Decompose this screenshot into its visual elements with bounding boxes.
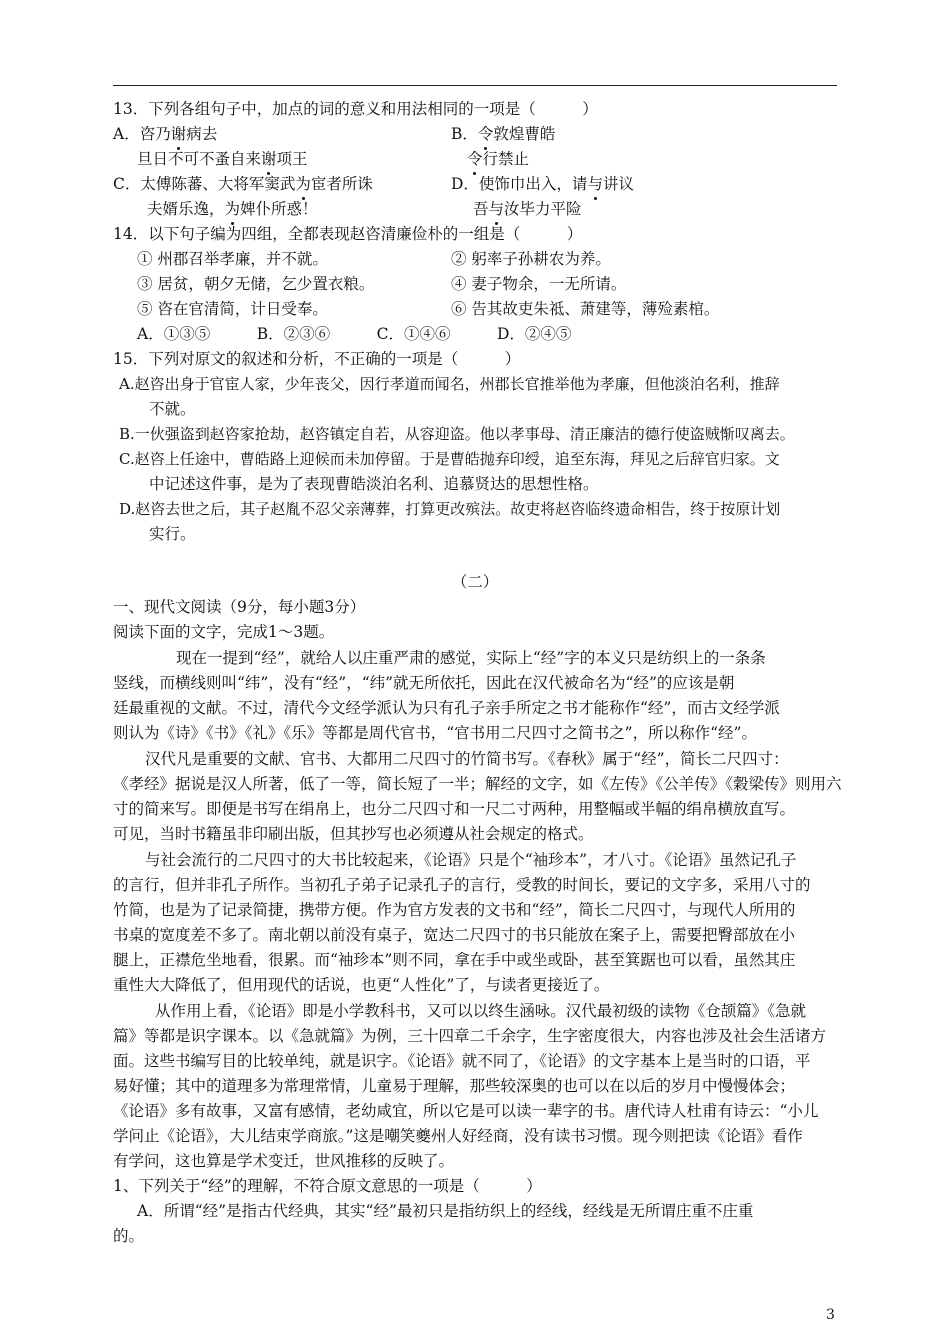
q14-sentence-6: ⑥ 告其故吏朱祗、萧建等，薄殓素棺。 <box>451 300 720 318</box>
passage-line: 现在一提到“经”，就给人以庄重严肃的感觉，实际上“经”字的本义只是纺织上的一条条 <box>176 649 766 667</box>
passage-line: 竹简，也是为了记录简捷，携带方便。作为官方发表的文书和“经”，简长二尺四寸，与现代人所用的 <box>113 901 796 919</box>
q15-option-c-line1: C.赵咨上任途中，曹皓路上迎候而未加停留。于是曹皓抛弃印绶，追至东海，拜见之后辞官归家。文 <box>119 450 780 468</box>
q13-option-d-line2: 吾与汝毕力平险 <box>473 200 582 218</box>
emphasis-dot: 谢 <box>170 125 187 143</box>
passage-line: 的言行，但并非孔子所作。当初孔子弟子记录孔子的言行，受教的时间长，要记的文字多，采用八寸的 <box>113 876 811 894</box>
q15-option-a-line1: A.赵咨出身于官宦人家，少年丧父，因行孝道而闻名，州郡长官推举他为孝廉，但他淡泊名利，推辞 <box>119 375 780 393</box>
q13-option-a-line1: A．咨乃谢病去 <box>113 125 218 143</box>
passage-line: 竖线，而横线则叫“纬”，没有“经”，“纬”就无所依托，因此在汉代被命名为“经”的应该是朝 <box>113 674 735 692</box>
passage-line: 廷最重视的文献。不过，清代今文经学派认为只有孔子亲手所定之书才能称作“经”，而古文经学派 <box>113 699 780 717</box>
section-heading: （二） <box>451 573 499 591</box>
q1-option-a-line1: A．所谓“经”是指古代经典，其实“经”最初只是指纺织上的经线，经线是无所谓庄重不庄重 <box>137 1202 754 1220</box>
q13-option-b-line1: B．令敦煌曹皓 <box>451 125 556 143</box>
q13-option-c-line2: 夫婿乐逸，为婢仆所惑！ <box>147 200 318 218</box>
emphasis-dot: 为 <box>295 175 311 193</box>
emphasis-dot: 为 <box>224 200 241 218</box>
q15-stem: 15．下列对原文的叙述和分析，不正确的一项是（ ） <box>113 350 521 368</box>
passage-line: 书桌的宽度差不多了。南北朝以前没有桌子，宽达二尺四寸的书只能放在案子上，需要把臀部放在小 <box>113 926 796 944</box>
q15-option-d-line2: 实行。 <box>149 525 196 543</box>
q13-stem: 13．下列各组句子中，加点的词的意义和用法相同的一项是（ ） <box>113 100 598 118</box>
q14-sentence-2: ② 躬率子孙耕农为养。 <box>451 250 611 268</box>
emphasis-dot: 令 <box>477 125 494 143</box>
q1-stem: 1、下列关于“经”的理解，不符合原文意思的一项是（ ） <box>113 1177 542 1195</box>
passage-line: 篇》等都是识字课本。以《急就篇》为例，三十四章二千余字，生字密度很大，内容也涉及社会生活诸方 <box>113 1027 827 1045</box>
q14-choices: A．①③⑤ B．②③⑥ C．①④⑥ D．②④⑤ <box>137 325 572 343</box>
passage-line: 腿上，正襟危坐地看，很累。而“袖珍本”则不同，拿在手中或坐或卧，甚至箕踞也可以看，虽然其庄 <box>113 951 796 969</box>
q1-option-a-line2: 的。 <box>113 1227 145 1245</box>
passage-line: 《论语》多有故事，又富有感情，老幼咸宜，所以它是可以读一辈字的书。唐代诗人杜甫有诗云：“小儿 <box>113 1102 819 1120</box>
passage-line: 有学问，这也算是学术变迁，世风推移的反映了。 <box>113 1152 455 1170</box>
passage-line: 与社会流行的二尺四寸的大书比较起来，《论语》只是个“袖珍本”，才八寸。《论语》虽然记孔子 <box>145 851 797 869</box>
q15-option-c-line2: 中记述这件事，是为了表现曹皓淡泊名利、追慕贤达的思想性格。 <box>149 475 599 493</box>
q14-sentence-4: ④ 妻子物余，一无所请。 <box>451 275 627 293</box>
q14-sentence-1: ① 州郡召举孝廉，并不就。 <box>137 250 328 268</box>
q15-option-d-line1: D.赵咨去世之后，其子赵胤不忍父亲薄葬，打算更改殡法。故吏将赵咨临终遗命相告，终于按原计划 <box>119 500 781 518</box>
q14-stem: 14．以下句子编为四组，全都表现赵咨清廉俭朴的一组是（ ） <box>113 225 583 243</box>
q13-option-b-line2: 令行禁止 <box>467 150 530 168</box>
page-number: 3 <box>826 1307 835 1323</box>
q15-option-a-line2: 不就。 <box>149 400 196 418</box>
part-heading: 一、现代文阅读（9分，每小题3分） <box>113 598 366 616</box>
emphasis-dot: 与 <box>488 200 505 218</box>
passage-line: 《孝经》据说是汉人所著，低了一等，简长短了一半；解经的文字，如《左传》《公羊传》《穀梁传》则用六 <box>113 775 842 793</box>
passage-line: 从作用上看，《论语》即是小学教科书，又可以以终生涵咏。汉代最初级的读物《仓颉篇》《急就 <box>155 1002 807 1020</box>
passage-line: 重性大大降低了，但用现代的话说，也更“人性化”了，与读者更接近了。 <box>113 976 610 994</box>
q13-option-a-line2: 旦日不可不蚤自来谢项王 <box>137 150 308 168</box>
passage-line: 汉代凡是重要的文献、官书、大都用二尺四寸的竹简书写。《春秋》属于“经”，简长二尺四寸： <box>145 750 789 768</box>
q14-sentence-3: ③ 居贫，朝夕无储，乞少置衣粮。 <box>137 275 375 293</box>
passage-line: 易好懂；其中的道理多为常理常情，儿童易于理解，那些较深奥的也可以在以后的岁月中慢慢体会； <box>113 1077 796 1095</box>
header-rule <box>113 85 837 86</box>
q13-option-d-line1: D．使饰巾出入，请与讲议 <box>451 175 634 193</box>
passage-line: 则认为《诗》《书》《礼》《乐》等都是周代官书，“官书用二尺四寸之简书之”，所以称作“经”。 <box>113 724 757 742</box>
emphasis-dot: 令 <box>467 150 483 168</box>
emphasis-dot: 谢 <box>261 150 277 168</box>
passage-line: 寸的简来写。即便是书写在绢帛上，也分二尺四寸和一尺二寸两种，用整幅或半幅的绢帛横放直写。 <box>113 800 796 818</box>
q14-sentence-5: ⑤ 咨在官清简，计日受奉。 <box>137 300 328 318</box>
emphasis-dot: 与 <box>587 175 603 193</box>
q13-option-c-line1: C．太傅陈蕃、大将军窦武为宦者所诛 <box>113 175 373 193</box>
reading-instruction: 阅读下面的文字，完成1～3题。 <box>113 623 335 641</box>
passage-line: 可见，当时书籍虽非印刷出版，但其抄写也必须遵从社会规定的格式。 <box>113 825 594 843</box>
q15-option-b-line1: B.一伙强盗到赵咨家抢劫，赵咨镇定自若，从容迎盗。他以孝事母、清正廉洁的德行使盗贼惭叹离去。 <box>119 425 795 443</box>
passage-line: 面。这些书编写目的比较单纯，就是识字。《论语》就不同了，《论语》的文字基本上是当时的口语，平 <box>113 1052 811 1070</box>
passage-line: 学问止《论语》，大儿结束学商旅。”这是嘲笑夔州人好经商，没有读书习惯。现今则把读《论语》看作 <box>113 1127 803 1145</box>
